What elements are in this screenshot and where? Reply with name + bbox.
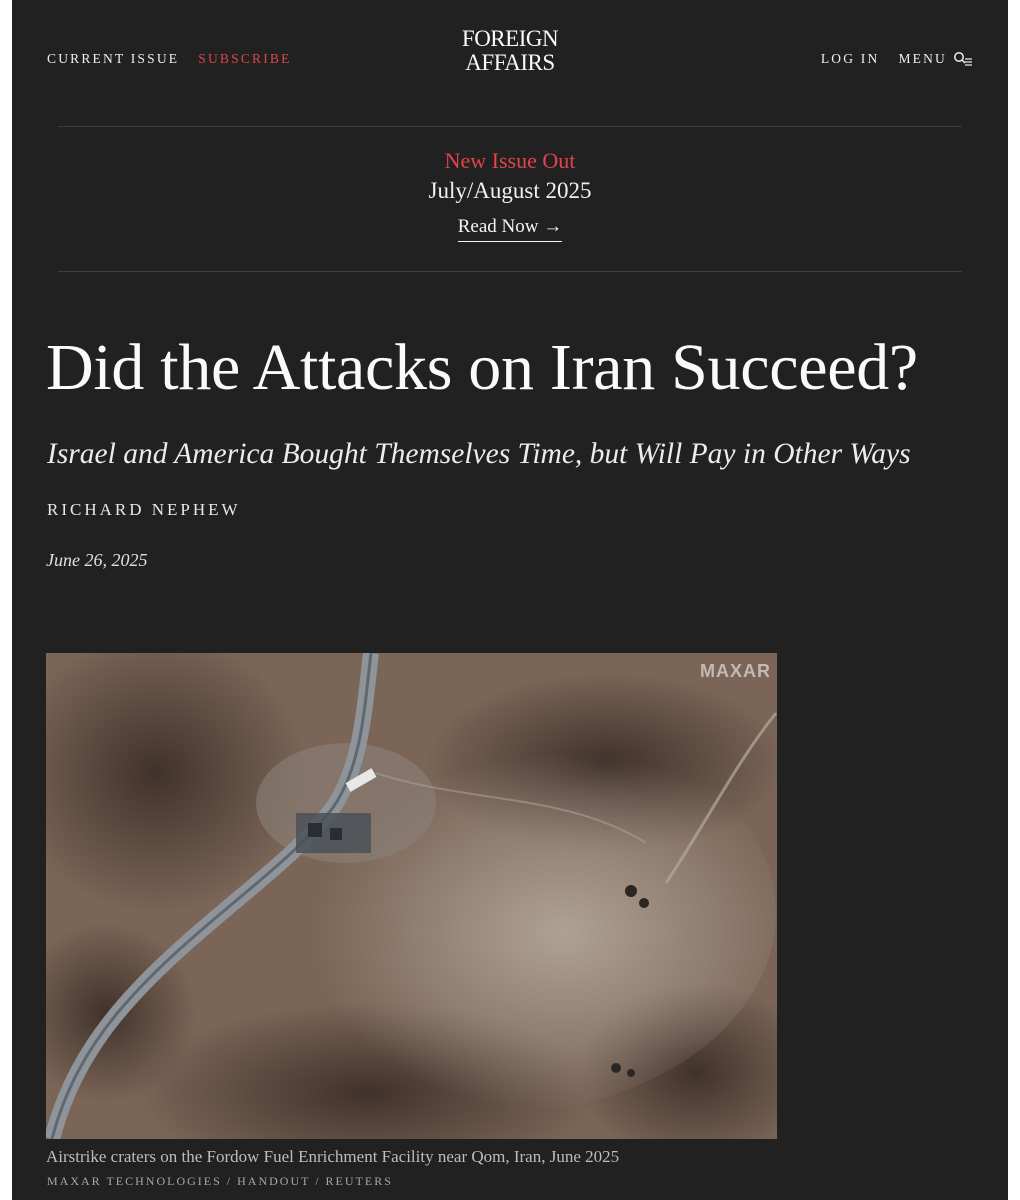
account-nav xyxy=(821,51,973,67)
current-issue-link[interactable]: CURRENT ISSUE xyxy=(47,51,180,66)
photo-credit: MAXAR TECHNOLOGIES / HANDOUT / REUTERS xyxy=(47,1174,393,1188)
search-menu-icon xyxy=(953,51,973,67)
subscribe-link[interactable]: SUBSCRIBE xyxy=(198,51,292,66)
logo-line-1: FOREIGN xyxy=(461,26,559,51)
search-icon xyxy=(953,51,973,67)
page xyxy=(12,0,1008,1200)
site-header xyxy=(12,0,1008,110)
new-issue-promo xyxy=(12,146,1008,242)
log-in-link[interactable]: LOG IN xyxy=(820,51,880,66)
site-logo[interactable] xyxy=(450,27,570,75)
primary-nav xyxy=(47,51,292,67)
divider-top xyxy=(58,126,962,127)
menu-button[interactable] xyxy=(898,51,973,67)
satellite-photo xyxy=(46,653,777,1139)
photo-caption: Airstrike craters on the Fordow Fuel Enrichment Facility near Qom, Iran, June 2025 xyxy=(46,1147,620,1166)
read-now-link[interactable]: Read Now → xyxy=(458,216,562,242)
article-title: Did the Attacks on Iran Succeed? xyxy=(46,331,918,404)
menu-label: MENU xyxy=(898,51,947,66)
maxar-watermark: MAXAR xyxy=(700,661,771,681)
promo-kicker: New Issue Out xyxy=(444,148,576,173)
publish-date: June 26, 2025 xyxy=(46,550,148,570)
logo-line-2: AFFAIRS xyxy=(465,50,555,75)
satellite-image xyxy=(46,653,777,1139)
divider-bottom xyxy=(58,271,962,272)
article-subtitle: Israel and America Bought Themselves Time, but Will Pay in Other Ways xyxy=(47,438,911,470)
author-link[interactable]: RICHARD NEPHEW xyxy=(47,500,241,519)
promo-issue: July/August 2025 xyxy=(428,178,592,203)
